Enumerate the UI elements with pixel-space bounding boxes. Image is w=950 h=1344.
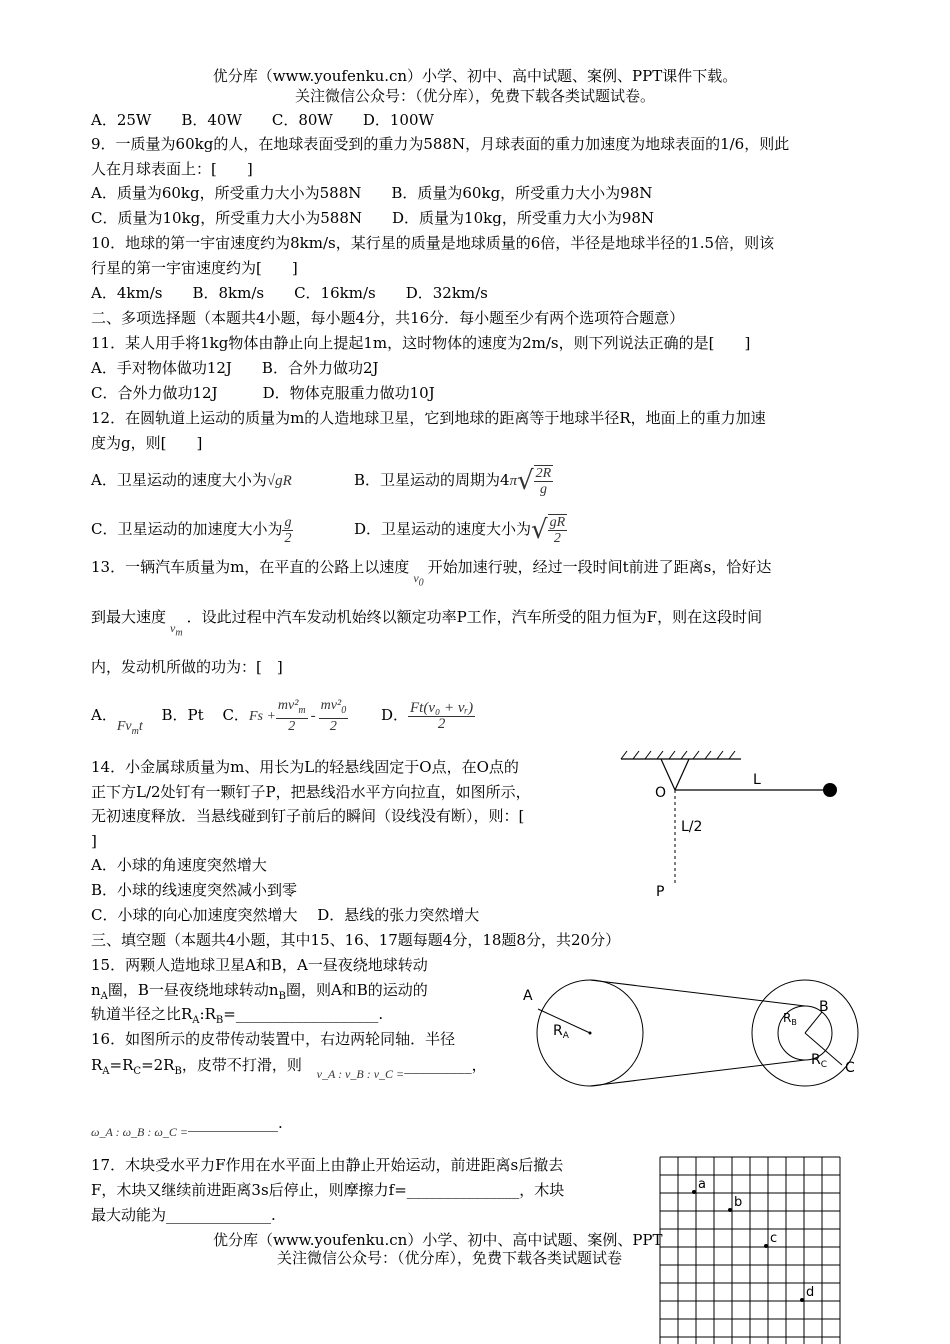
q12-option-d-num: gR: [549, 515, 566, 530]
q12-sqrt-icon-2: √: [531, 515, 548, 545]
q15-nb-sub: B: [278, 991, 286, 1002]
grid-label-b: b: [734, 1195, 743, 1210]
grid-label-c: c: [770, 1231, 778, 1246]
q13-option-d-label: D．: [380, 706, 408, 724]
q13-option-c-frac1: [276, 698, 308, 734]
label-rc-r: R: [811, 1052, 821, 1068]
q16-stem-1: 16．如图所示的皮带传动装置中，右边两轮同轴．半径: [91, 1030, 456, 1048]
q13-stem-1a: 13．一辆汽车质量为m，在平直的公路上以速度: [91, 558, 410, 576]
q14-stem-2: 正下方L/2处钉有一颗钉子P，把悬线沿水平方向拉直，如图所示，: [91, 783, 531, 801]
q13-vm-v: v: [170, 621, 176, 635]
q12-option-d-den: 2: [553, 531, 561, 546]
q16-ratio-w: ω_A : ω_B : ω_C =: [91, 1125, 188, 1139]
q13-option-c-minus: -: [310, 708, 316, 724]
q13-option-a-expr: [116, 719, 143, 737]
q12-option-b-den: g: [539, 482, 547, 497]
q13-option-d-den: 2: [437, 715, 446, 732]
q14-pendulum-figure: [615, 745, 855, 905]
q15-stem-2c: 圈，则A和B的运动的: [285, 981, 428, 999]
q13-option-d-frac: [408, 701, 475, 732]
q16-blank-v[interactable]: _________，: [404, 1056, 487, 1074]
q12-option-c-text: C．卫星运动的加速度大小为: [91, 520, 283, 538]
label-l: L: [753, 772, 761, 788]
q14-stem-3: 无初速度释放．当悬线碰到钉子前后的瞬间（设线没有断），则：[: [91, 807, 525, 825]
q15-na: n: [91, 981, 101, 999]
q13-option-a-sub: m: [131, 725, 139, 737]
q13-v0-sub: 0: [418, 577, 424, 589]
q13-option-c-label: C．: [222, 706, 249, 724]
label-ra-r: R: [553, 1023, 563, 1039]
q13-option-a-t: t: [138, 719, 143, 734]
point-b: [728, 1208, 732, 1212]
header-line-1: 优分库（www.youfenku.cn）小学、初中、高中试题、案例、PPT课件下载。: [212, 67, 738, 85]
q9-options-ab: A．质量为60kg，所受重力大小为588N B．质量为60kg，所受重力大小为98N: [91, 184, 653, 202]
grid-label-a: a: [698, 1177, 706, 1192]
point-d: [800, 1298, 804, 1302]
q14-option-b: B．小球的线速度突然减小到零: [91, 881, 298, 899]
label-l2: L/2: [681, 819, 703, 835]
q16-rb-sub: B: [174, 1066, 182, 1077]
q16-ratio-v: v_A : v_B : v_C =: [316, 1067, 405, 1081]
q12-option-a: [91, 470, 292, 491]
footer-line-1: 优分库（www.youfenku.cn）小学、初中、高中试题、案例、PPT: [213, 1231, 663, 1249]
q17-stem-2: F，木块又继续前进距离3s后停止，则摩擦力f=_______________，木块: [91, 1181, 565, 1199]
support-right: [675, 759, 689, 790]
q14-option-a: A．小球的角速度突然增大: [91, 856, 267, 874]
q16-ra: R: [91, 1056, 103, 1074]
grid-label-d: d: [806, 1285, 815, 1300]
q15-blank[interactable]: =___________________.: [223, 1005, 384, 1023]
header-line-2: 关注微信公众号：（优分库），免费下载各类试题试卷。: [294, 87, 655, 105]
q17-stem-1: 17．木块受水平力F作用在水平面上由静止开始运动，前进距离s后撤去: [91, 1156, 564, 1174]
q12-option-b-frac: [534, 465, 554, 497]
metal-ball: [823, 783, 837, 797]
q13-v0: [413, 571, 424, 589]
q13-option-b: B．Pt: [161, 706, 204, 724]
q9-stem-2: 人在月球表面上：[ ]: [91, 160, 253, 178]
q9-options-cd: C．质量为10kg，所受重力大小为588N D．质量为10kg，所受重力大小为98N: [91, 209, 655, 227]
q12-option-a-text: A．卫星运动的速度大小为: [91, 471, 267, 489]
left-center: [589, 1032, 592, 1035]
q11-stem: 11．某人用手将1kg物体由静止向上提起1m，这时物体的速度为2m/s，则下列说法正确的是[ ]: [91, 334, 751, 352]
grid-figure: [658, 1155, 848, 1344]
q15-stem-3: [91, 1004, 383, 1031]
label-a: A: [523, 988, 533, 1004]
label-p: P: [656, 884, 665, 900]
q12-option-b: [354, 458, 553, 503]
q10-stem-1: 10．地球的第一宇宙速度约为8km/s，某行星的质量是地球质量的6倍，半径是地球半径的1.5倍，则该: [91, 234, 775, 252]
radius-a: [538, 1009, 590, 1033]
section-2-title: 二、多项选择题（本题共4小题，每小题4分，共16分．每小题至少有两个选项符合题意）: [91, 309, 685, 327]
label-rb: [783, 1011, 797, 1027]
point-a: [692, 1190, 696, 1194]
label-c: C: [845, 1060, 855, 1076]
q13-vm: [170, 621, 183, 639]
q12-option-b-text: B．卫星运动的周期为4: [354, 471, 510, 489]
label-ra-sub: A: [562, 1031, 569, 1041]
point-c: [764, 1244, 768, 1248]
label-rc-sub: C: [820, 1060, 828, 1070]
label-b: B: [819, 999, 829, 1015]
q16-rc-sub: C: [133, 1066, 142, 1077]
q13-option-c-sub1: m: [298, 704, 306, 716]
q12-stem-1: 12．在圆轨道上运动的质量为m的人造地球卫星，它到地球的距离等于地球半径R，地面上的重力加速: [91, 409, 766, 427]
q13-stem-1: [91, 557, 772, 589]
q15-rb-sub: B: [215, 1015, 224, 1026]
section-3-title: 三、填空题（本题共4小题，其中15、16、17题每题4分，18题8分，共20分）: [91, 931, 621, 949]
q13-option-c-num2: [319, 698, 349, 719]
q13-option-c-den2: 2: [329, 718, 337, 734]
label-o: O: [655, 785, 667, 801]
q11-options-ab: A．手对物体做功12J B．合外力做功2J: [91, 359, 379, 377]
q16-blank-w[interactable]: ____________.: [187, 1114, 283, 1132]
q13-option-a-fv: Fv: [116, 719, 132, 734]
ceiling-hatch: [621, 751, 735, 759]
q15-stem-3b: :R: [199, 1005, 216, 1023]
label-rb-r: R: [783, 1011, 792, 1025]
q12-option-c-frac: [282, 515, 293, 546]
q9-stem-1: 9．一质量为60kg的人，在地球表面受到的重力为588N，月球表面的重力加速度为地球表面的1/6，则此: [91, 135, 790, 153]
q13-option-c-num1: [276, 698, 308, 719]
q15-stem-3a: 轨道半径之比R: [91, 1005, 193, 1023]
q13-stem-2b: ．设此过程中汽车发动机始终以额定功率P工作，汽车所受的阻力恒为F，则在这段时间: [186, 608, 763, 626]
radius-b: [805, 1012, 822, 1033]
q12-sqrt-icon: √: [517, 466, 534, 496]
q13-option-c-num2-text: mv²: [320, 698, 342, 714]
label-rb-sub: B: [791, 1018, 797, 1027]
q13-v0-v: v: [413, 571, 419, 585]
q13-option-a-label: A．: [91, 706, 117, 724]
q15-ra-sub: A: [192, 1015, 200, 1026]
q13-option-c-den1: 2: [288, 718, 296, 734]
q10-stem-2: 行星的第一宇宙速度约为[ ]: [91, 259, 298, 277]
q15-stem-2: [91, 980, 428, 1007]
q13-stem-2: [91, 607, 763, 639]
grid-lines: [660, 1157, 840, 1344]
q12-option-c-num: g: [284, 514, 292, 530]
q10-options: A．4km/s B．8km/s C．16km/s D．32km/s: [91, 284, 488, 302]
q15-stem-1: 15．两颗人造地球卫星A和B，A一昼夜绕地球转动: [91, 956, 428, 974]
q12-option-b-pi: π: [509, 473, 518, 489]
q12-option-b-num: 2R: [535, 466, 552, 481]
q12-option-c-den: 2: [284, 530, 292, 546]
q12-option-a-expr: √gR: [266, 473, 292, 489]
q16-ra-sub: A: [102, 1066, 110, 1077]
label-rc: [811, 1052, 827, 1070]
q13-option-d-num: Ft(v₀ + vᵣ): [410, 699, 474, 716]
q13-option-c-num1-text: mv²: [277, 698, 299, 714]
q15-stem-2b: 圈，B一昼夜绕地球转动n: [107, 981, 279, 999]
q11-options-cd: C．合外力做功12J D．物体克服重力做功10J: [91, 384, 435, 402]
q16-rc: =R: [109, 1056, 134, 1074]
q13-stem-3: 内，发动机所做的功为：[ ]: [91, 658, 283, 676]
q13-vm-sub: m: [175, 627, 183, 639]
q13-stem-1b: 开始加速行驶，经过一段时间t前进了距离s，恰好达: [427, 558, 772, 576]
q13-option-c-sub2: 0: [341, 704, 347, 716]
q13-option-c-fs: Fs +: [248, 709, 276, 724]
q13-option-c-frac2: [319, 698, 349, 734]
q12-option-d: [354, 507, 567, 552]
q13-options: [91, 690, 475, 747]
q12-stem-2: 度为g，则[ ]: [91, 434, 203, 452]
q16-stem-2: [91, 1055, 487, 1082]
q15-na-sub: A: [100, 991, 108, 1002]
q13-stem-2a: 到最大速度: [91, 608, 167, 626]
q17-stem-3: 最大动能为______________.: [91, 1206, 276, 1224]
q8-options: A．25W B．40W C．80W D．100W: [91, 111, 434, 129]
footer-line-2: 关注微信公众号：（优分库），免费下载各类试题试卷: [277, 1249, 623, 1267]
q12-option-d-text: D．卫星运动的速度大小为: [354, 520, 532, 538]
q14-stem-4: ]: [91, 832, 97, 850]
q16-stem-2d: ，皮带不打滑，则: [181, 1056, 302, 1074]
belt-bottom: [590, 1060, 805, 1086]
q14-stem-1: 14．小金属球质量为m、用长为L的轻悬线固定于O点，在O点的: [91, 758, 519, 776]
label-ra: [553, 1023, 570, 1041]
q14-options-cd: C．小球的向心加速度突然增大 D．悬线的张力突然增大: [91, 906, 480, 924]
belt-top: [590, 980, 805, 1006]
q16-stem-3: [91, 1113, 283, 1139]
q16-belt-figure: [515, 965, 870, 1095]
q12-option-c: [91, 507, 293, 551]
q16-rb: =2R: [141, 1056, 175, 1074]
q12-option-d-frac: [548, 514, 568, 546]
